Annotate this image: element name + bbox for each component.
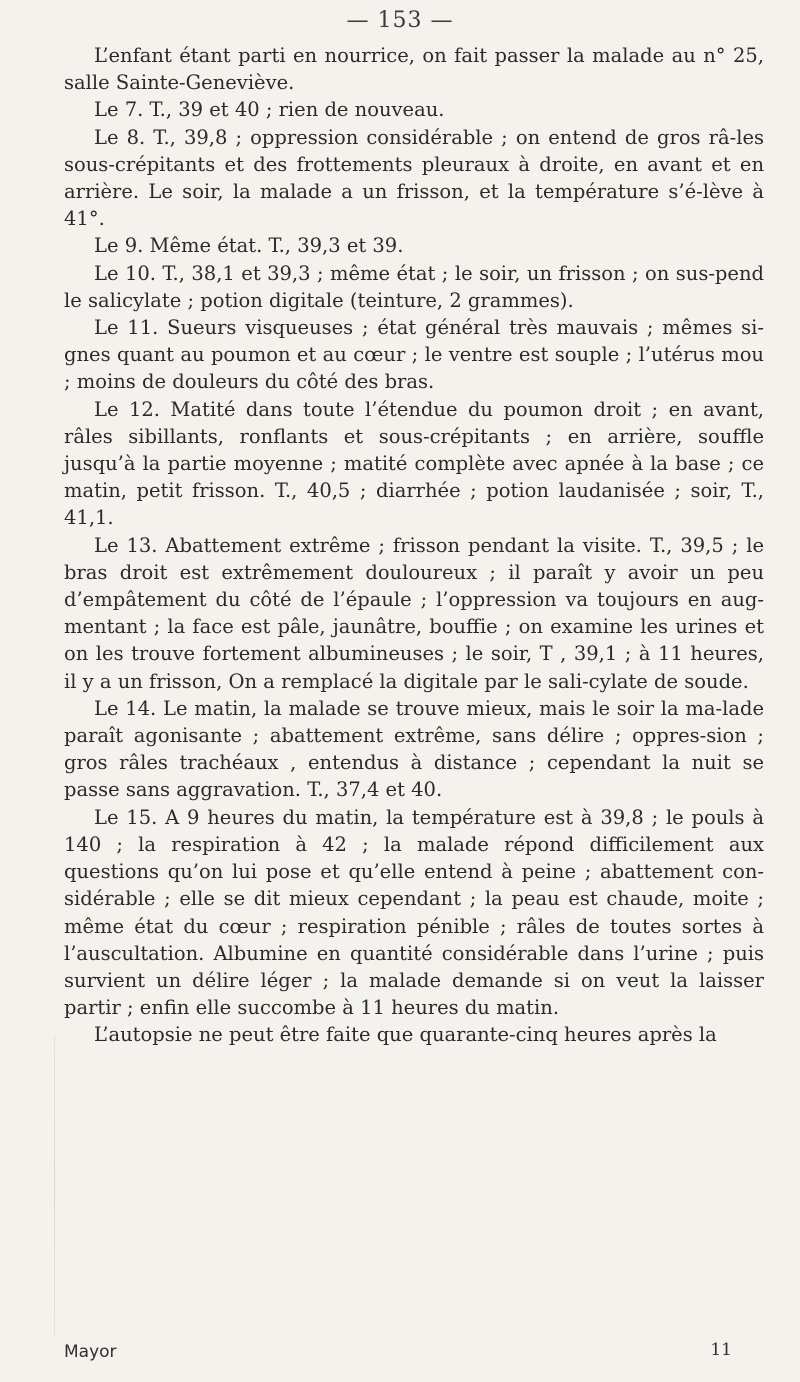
paragraph-day-9: Le 9. Même état. T., 39,3 et 39. bbox=[94, 234, 404, 258]
paragraph-day-14: Le 14. Le matin, la malade se trouve mieux, mais le soir la ma-lade paraît agonisante ; abattement extrême, sans délire ; oppres-sion ; gros râles trachéaux , entendus à distance ; cependant la nuit se passe sans aggravation. T., 37,4 et 40. bbox=[64, 696, 764, 802]
body-text bbox=[64, 42, 764, 1049]
page-number: — 153 — bbox=[346, 8, 454, 33]
paragraph-intro: L’enfant étant parti en nourrice, on fait passer la malade au n° 25, salle Sainte-Geneviève. bbox=[64, 44, 764, 95]
sheet-number: 11 bbox=[710, 1340, 732, 1360]
paragraph-day-8: Le 8. T., 39,8 ; oppression considérable ; on entend de gros râ-les sous-crépitants et des frottements pleuraux à droite, en avant et en arrière. Le soir, la malade a un frisson, et la température s’é-lève à 41°. bbox=[64, 125, 764, 231]
paragraph-day-15: Le 15. A 9 heures du matin, la température est à 39,8 ; le pouls à 140 ; la respiration à 42 ; la malade répond difficilement aux questions qu’on lui pose et qu’elle entend à peine ; abattement con-sidérable ; elle se dit mieux cependant ; la peau est chaude, moite ; même état du cœur ; respiration pénible ; râles de toutes sortes à l’auscultation. Albumine en quantité considérable dans l’urine ; puis survient un délire léger ; la malade demande si on veut la laisser partir ; enfin elle succombe à 11 heures du matin. bbox=[64, 805, 764, 1020]
paragraph-day-13: Le 13. Abattement extrême ; frisson pendant la visite. T., 39,5 ; le bras droit est extrêmement douloureux ; il paraît y avoir un peu d’empâtement du côté de l’épaule ; l’oppression va toujours en aug-mentant ; la face est pâle, jaunâtre, bouffie ; on examine les urines et on les trouve fortement albumineuses ; le soir, T , 39,1 ; à 11 heures, il y a un frisson, On a remplacé la digitale par le sali-cylate de soude. bbox=[64, 533, 764, 693]
paragraph-day-7: Le 7. T., 39 et 40 ; rien de nouveau. bbox=[94, 98, 445, 122]
paragraph-autopsy: L’autopsie ne peut être faite que quarante-cinq heures après la bbox=[94, 1023, 717, 1047]
paragraph-day-12: Le 12. Matité dans toute l’étendue du poumon droit ; en avant, râles sibillants, ronflants et sous-crépitants ; en arrière, souffle jusqu’à la partie moyenne ; matité complète avec apnée à la base ; ce matin, petit frisson. T., 40,5 ; diarrhée ; potion laudanisée ; soir, T., 41,1. bbox=[64, 397, 764, 530]
paragraph-day-10: Le 10. T., 38,1 et 39,3 ; même état ; le soir, un frisson ; on sus-pend le salicylate ; potion digitale (teinture, 2 grammes). bbox=[64, 261, 764, 312]
paragraph-day-11: Le 11. Sueurs visqueuses ; état général très mauvais ; mêmes si-gnes quant au poumon et au cœur ; le ventre est souple ; l’utérus mou ; moins de douleurs du côté des bras. bbox=[64, 316, 764, 394]
signature-mark: Mayor bbox=[64, 1342, 117, 1362]
margin-shadow bbox=[54, 1035, 55, 1335]
